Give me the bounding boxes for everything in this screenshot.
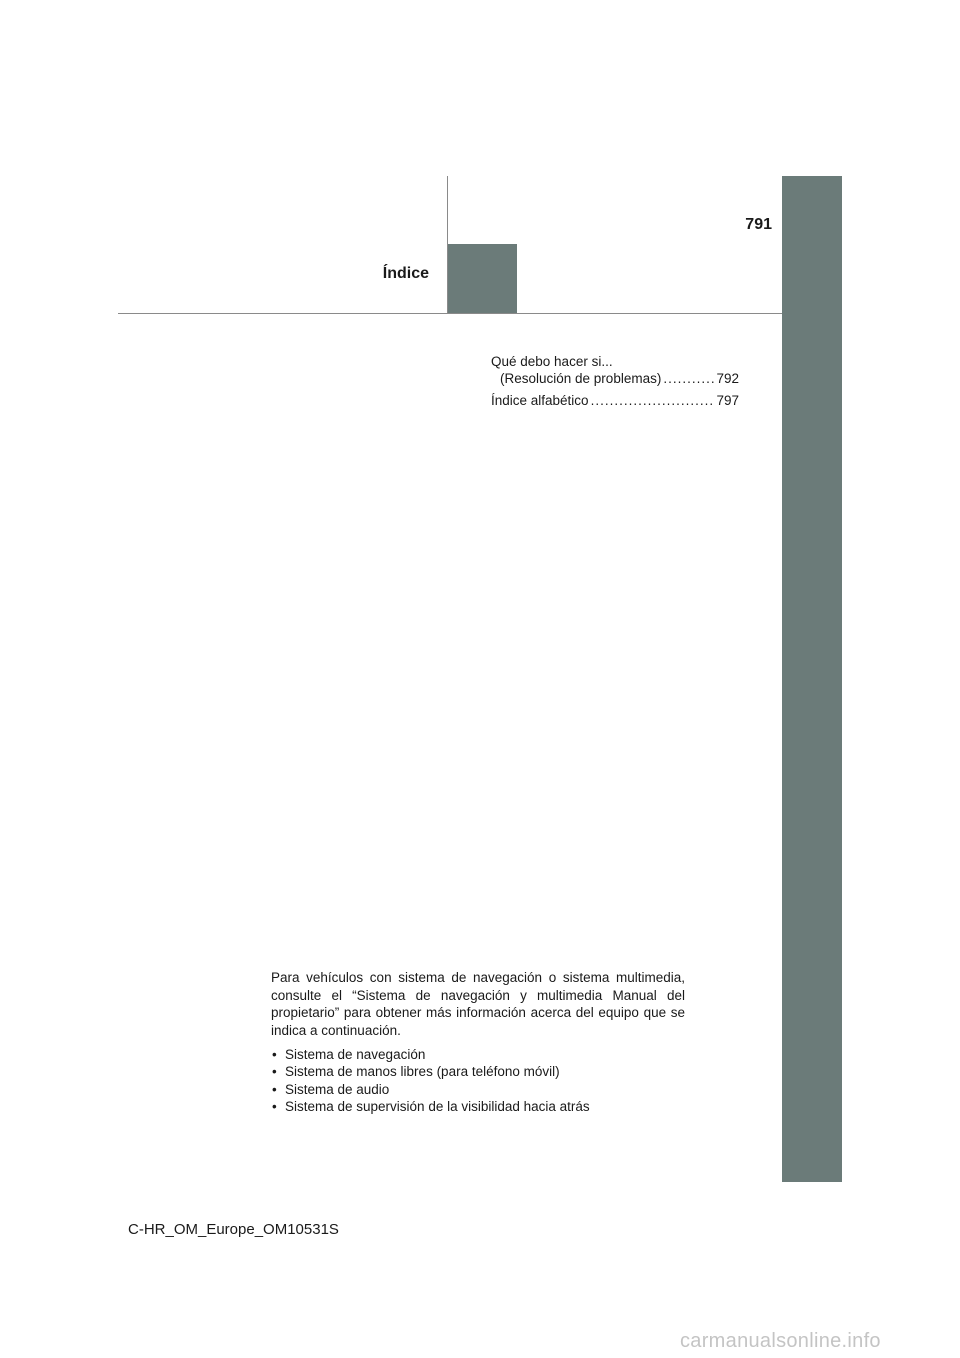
- table-of-contents: [491, 353, 739, 414]
- page-number: 791: [745, 216, 772, 233]
- toc-leader-dots: [663, 370, 714, 387]
- document-code: C-HR_OM_Europe_OM10531S: [128, 1221, 339, 1238]
- toc-entry-alphabetical-index[interactable]: [491, 392, 739, 409]
- list-item: • Sistema de manos libres (para teléfono móvil): [271, 1063, 685, 1080]
- note-paragraph: Para vehículos con sistema de navegación o sistema multimedia, consulte el “Sistema de navegación y multimedia Manual del propietario” para obtener más información acerca del equipo que se indica a continuación.: [271, 970, 685, 1038]
- list-item: • Sistema de supervisión de la visibilidad hacia atrás: [271, 1098, 685, 1115]
- toc-entry-troubleshooting[interactable]: [491, 353, 739, 387]
- toc-page-number: 797: [716, 393, 739, 408]
- watermark: carmanualsonline.info: [680, 1330, 881, 1352]
- chapter-side-tab: [782, 176, 842, 1182]
- multimedia-note: [271, 969, 685, 1115]
- note-list: [271, 1046, 685, 1115]
- toc-leader-dots: [591, 392, 715, 409]
- header-horizontal-rule: [118, 313, 782, 314]
- header-section-block: [448, 244, 517, 314]
- toc-line: [491, 370, 739, 387]
- toc-line: [491, 353, 739, 370]
- toc-line: [491, 392, 739, 409]
- list-item: • Sistema de audio: [271, 1081, 685, 1098]
- toc-entry-title: Índice alfabético: [491, 393, 589, 408]
- section-title: Índice: [382, 265, 429, 282]
- list-item: • Sistema de navegación: [271, 1046, 685, 1063]
- toc-entry-subtitle: (Resolución de problemas): [500, 371, 662, 386]
- toc-page-number: 792: [716, 371, 739, 386]
- toc-entry-title: Qué debo hacer si...: [491, 354, 613, 369]
